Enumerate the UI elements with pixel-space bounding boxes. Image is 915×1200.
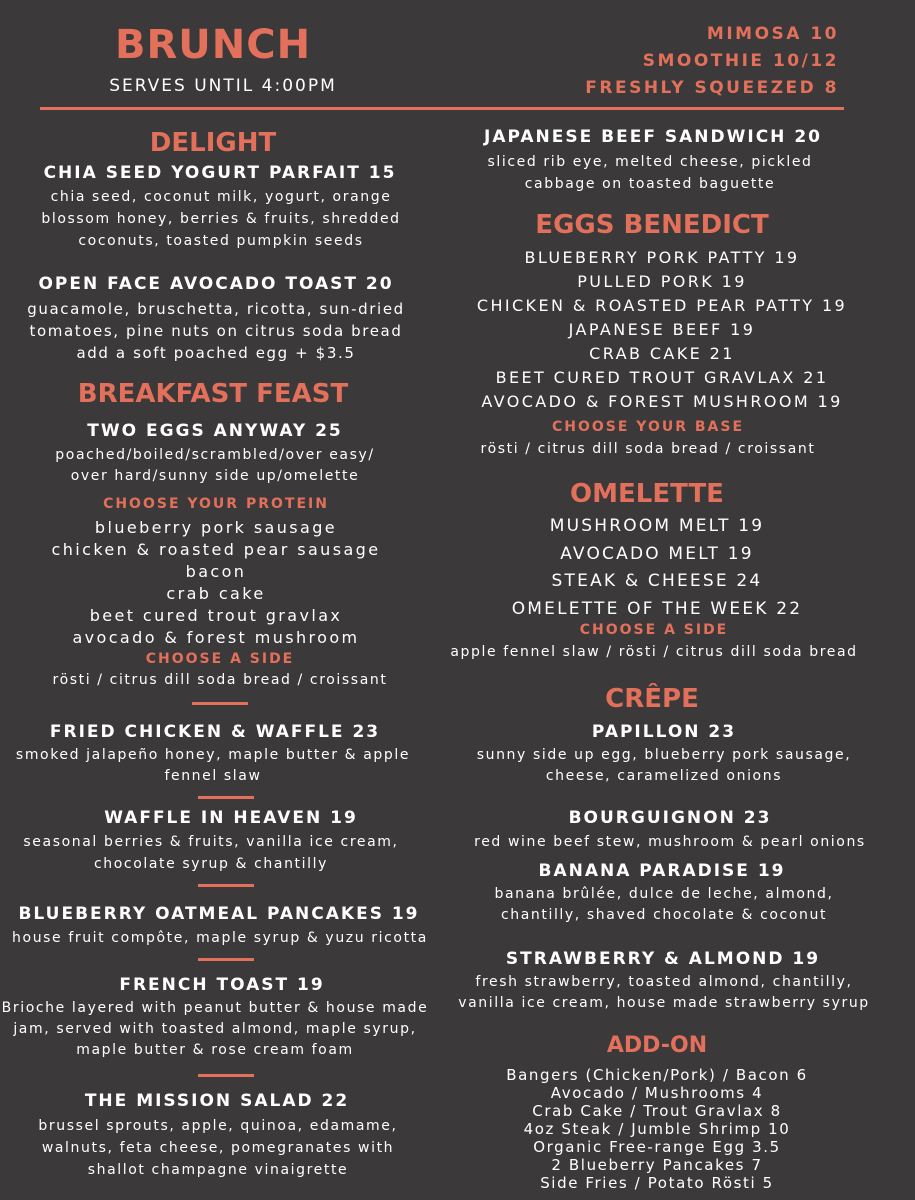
item-banana-paradise: BANANA PARADISE 19 — [538, 861, 786, 881]
section-eggs-benedict: EGGS BENEDICT — [535, 210, 769, 240]
eggs-description — [55, 445, 374, 487]
section-crepe: CRÊPE — [605, 684, 699, 714]
desc-line: cheese, caramelized onions — [545, 768, 783, 784]
desc-line: cabbage on toasted baguette — [524, 176, 776, 192]
item-two-eggs: TWO EGGS ANYWAY 25 — [87, 421, 343, 441]
desc-line: chocolate syrup & chantilly — [93, 856, 328, 872]
protein-option: avocado & forest mushroom — [72, 628, 360, 647]
item-divider — [192, 702, 248, 705]
strawberry-description — [458, 972, 870, 1014]
desc-line: brussel sprouts, apple, quinoa, edamame, — [38, 1118, 398, 1134]
beef-sandwich-description — [487, 151, 812, 195]
desc-line: chia seed, coconut milk, yogurt, orange — [50, 189, 392, 205]
item-papillon: PAPILLON 23 — [591, 722, 737, 742]
french-toast-description — [2, 998, 429, 1061]
section-breakfast-feast: BREAKFAST FEAST — [77, 379, 349, 409]
omelette-item: AVOCADO MELT 19 — [560, 543, 754, 564]
drinks-list — [585, 24, 839, 105]
item-blueberry-pancakes: BLUEBERRY OATMEAL PANCAKES 19 — [18, 904, 420, 924]
desc-line: poached/boiled/scrambled/over easy/ — [55, 447, 375, 463]
benedict-item: CHICKEN & ROASTED PEAR PATTY 19 — [476, 296, 848, 315]
benedict-item: PULLED PORK 19 — [577, 272, 747, 291]
desc-line: banana brûlée, dulce de leche, almond, — [494, 886, 834, 902]
addon-item: 4oz Steak / Jumble Shrimp 10 — [523, 1120, 791, 1138]
addon-item: Side Fries / Potato Rösti 5 — [540, 1174, 774, 1192]
item-mission-salad: THE MISSION SALAD 22 — [84, 1091, 350, 1111]
chia-description — [41, 186, 400, 252]
item-divider — [198, 958, 254, 961]
item-fried-chicken-waffle: FRIED CHICKEN & WAFFLE 23 — [49, 722, 381, 742]
protein-option: chicken & roasted pear sausage — [51, 540, 381, 559]
addon-item: 2 Blueberry Pancakes 7 — [551, 1156, 763, 1174]
protein-option: bacon — [185, 562, 247, 581]
item-strawberry-almond: STRAWBERRY & ALMOND 19 — [505, 949, 821, 969]
banana-description — [495, 884, 834, 926]
item-avocado-toast: OPEN FACE AVOCADO TOAST 20 — [38, 274, 394, 294]
menu-title: BRUNCH — [114, 22, 312, 68]
desc-line: maple butter & rose cream foam — [76, 1042, 354, 1058]
header-divider — [40, 107, 844, 110]
benedict-item: JAPANESE BEEF 19 — [568, 320, 756, 339]
benedict-list — [477, 246, 847, 414]
omelette-item: MUSHROOM MELT 19 — [549, 516, 765, 536]
desc-line: seasonal berries & fruits, vanilla ice cream, — [23, 834, 399, 850]
desc-line: tomatoes, pine nuts on citrus soda bread — [29, 322, 403, 340]
addon-item: Avocado / Mushrooms 4 — [550, 1084, 764, 1102]
desc-line: shallot champagne vinaigrette — [87, 1162, 349, 1178]
item-bourguignon: BOURGUIGNON 23 — [568, 808, 772, 828]
item-waffle-in-heaven: WAFFLE IN HEAVEN 19 — [104, 808, 358, 828]
desc-line: over hard/sunny side up/omelette — [70, 468, 360, 484]
benedict-item: BEET CURED TROUT GRAVLAX 21 — [495, 368, 829, 387]
benedict-item: BLUEBERRY PORK PATTY 19 — [524, 248, 800, 267]
choose-side-label: CHOOSE A SIDE — [145, 651, 295, 667]
omelette-side-options: apple fennel slaw / rösti / citrus dill soda bread — [450, 644, 858, 660]
section-delight: DELIGHT — [149, 128, 277, 158]
desc-line: Brioche layered with peanut butter & house made — [1, 1000, 429, 1016]
item-divider — [198, 1074, 254, 1077]
benedict-item: CRAB CAKE 21 — [589, 344, 735, 363]
fried-chicken-description — [16, 745, 410, 787]
item-divider — [198, 796, 254, 799]
waffle-description — [23, 831, 398, 875]
protein-list — [52, 517, 381, 649]
base-options: rösti / citrus dill soda bread / croissant — [480, 441, 816, 457]
salad-description — [38, 1115, 397, 1181]
desc-line: jam, served with toasted almond, maple syrup, — [13, 1021, 417, 1037]
desc-line: walnuts, feta cheese, pomegranates with — [41, 1140, 395, 1156]
addon-list — [506, 1066, 808, 1192]
papillon-description — [477, 745, 852, 787]
choose-side-label: CHOOSE A SIDE — [579, 622, 729, 638]
desc-line: chantilly, shaved chocolate & coconut — [500, 907, 828, 923]
desc-line: sliced rib eye, melted cheese, pickled — [487, 154, 813, 170]
protein-option: beet cured trout gravlax — [89, 606, 343, 625]
desc-line: vanilla ice cream, house made strawberry syrup — [458, 995, 870, 1011]
desc-line: fennel slaw — [164, 768, 262, 784]
desc-line: add a soft poached egg + $3.5 — [76, 344, 356, 362]
addon-item: Organic Free-range Egg 3.5 — [533, 1138, 781, 1156]
omelette-item: OMELETTE OF THE WEEK 22 — [511, 598, 803, 619]
desc-line: smoked jalapeño honey, maple butter & apple — [15, 747, 411, 763]
section-omelette: OMELETTE — [570, 479, 724, 509]
omelette-list — [512, 513, 803, 623]
omelette-item: STEAK & CHEESE 24 — [551, 571, 763, 591]
desc-line: blossom honey, berries & fruits, shredded — [41, 211, 401, 227]
section-add-on: ADD-ON — [606, 1033, 708, 1058]
desc-line: sunny side up egg, blueberry pork sausage, — [476, 747, 852, 763]
desc-line: guacamole, bruschetta, ricotta, sun-dried — [27, 300, 405, 318]
serves-until: SERVES UNTIL 4:00PM — [109, 76, 337, 96]
desc-line: coconuts, toasted pumpkin seeds — [78, 233, 364, 249]
drink-item: MIMOSA 10 — [706, 24, 839, 44]
desc-line: fresh strawberry, toasted almond, chantilly, — [475, 974, 853, 990]
avocado-description — [27, 298, 405, 364]
addon-item: Bangers (Chicken/Pork) / Bacon 6 — [506, 1066, 808, 1084]
addon-item: Crab Cake / Trout Gravlax 8 — [532, 1102, 782, 1120]
pancakes-description: house fruit compôte, maple syrup & yuzu ricotta — [12, 930, 428, 946]
item-chia-parfait: CHIA SEED YOGURT PARFAIT 15 — [43, 163, 397, 183]
item-french-toast: FRENCH TOAST 19 — [119, 975, 325, 995]
side-options: rösti / citrus dill soda bread / croissant — [52, 672, 388, 688]
item-divider — [198, 884, 254, 887]
choose-protein-label: CHOOSE YOUR PROTEIN — [103, 496, 329, 512]
choose-base-label: CHOOSE YOUR BASE — [551, 419, 745, 435]
item-japanese-beef-sandwich: JAPANESE BEEF SANDWICH 20 — [484, 127, 822, 147]
drink-item: FRESHLY SQUEEZED 8 — [585, 78, 839, 98]
benedict-item: AVOCADO & FOREST MUSHROOM 19 — [481, 392, 843, 411]
drink-item: SMOOTHIE 10/12 — [642, 51, 839, 71]
protein-option: blueberry pork sausage — [94, 518, 338, 537]
bourguignon-description: red wine beef stew, mushroom & pearl onions — [474, 834, 866, 850]
protein-option: crab cake — [166, 584, 266, 603]
